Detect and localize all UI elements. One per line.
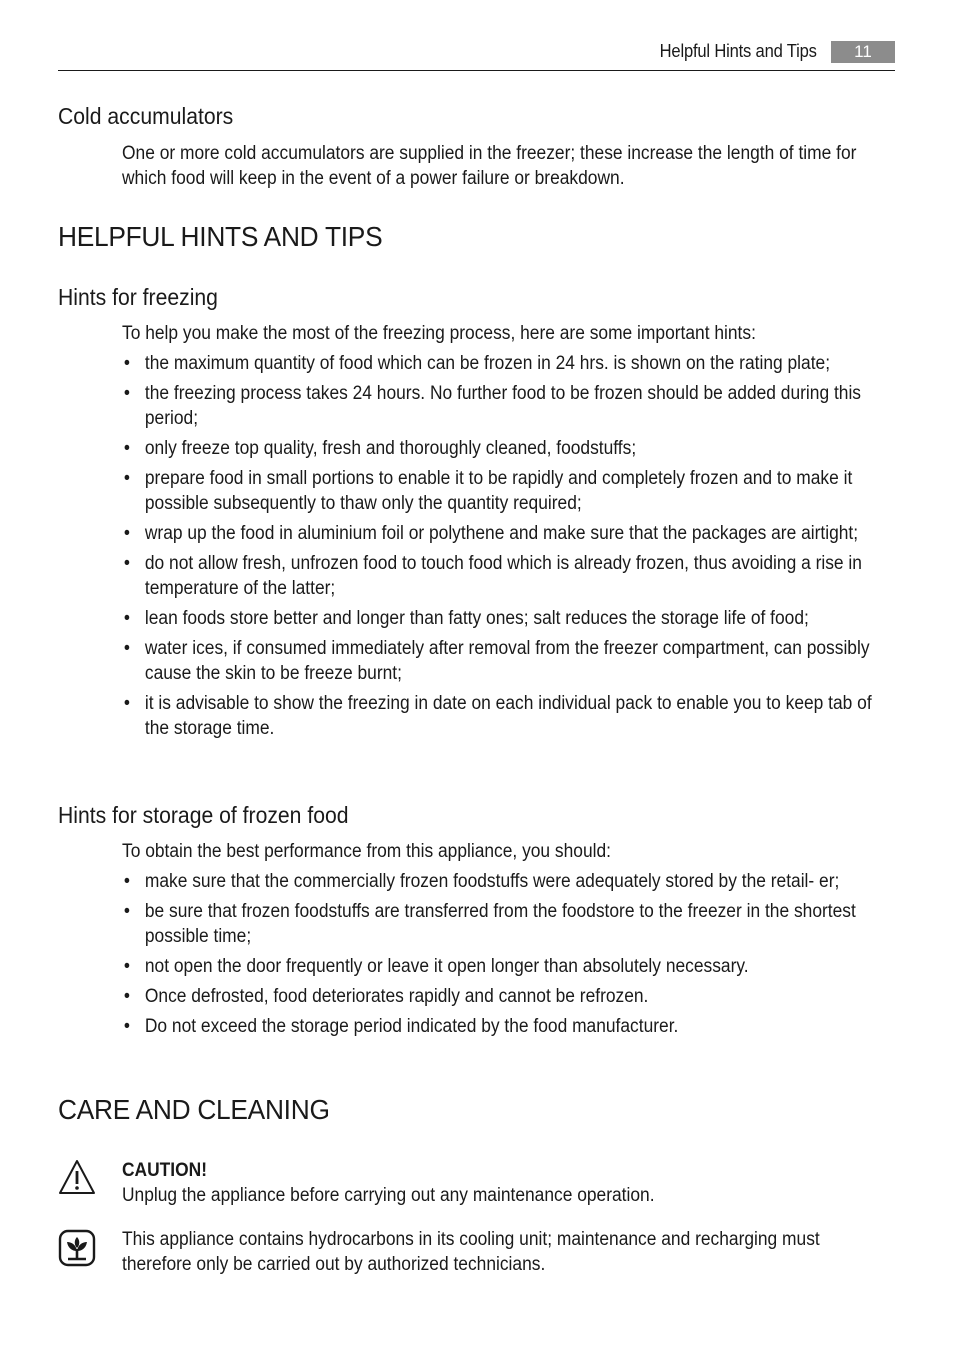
running-header-title: Helpful Hints and Tips: [659, 41, 817, 61]
list-item: • be sure that frozen foodstuffs are transferred from the foodstore to the freezer in the shortest possible time;: [122, 899, 891, 949]
list-item: • do not allow fresh, unfrozen food to touch food which is already frozen, thus avoiding a rise in temperature of the latter;: [122, 551, 891, 601]
caution-block: [122, 1158, 891, 1208]
list-item: • the maximum quantity of food which can be frozen in 24 hrs. is shown on the rating plate;: [122, 351, 891, 376]
storage-hints-list: [122, 869, 891, 1044]
list-item: • Once defrosted, food deteriorates rapidly and cannot be refrozen.: [122, 984, 891, 1009]
list-item: • wrap up the food in aluminium foil or polythene and make sure that the packages are airtight;: [122, 521, 891, 546]
list-item: • the freezing process takes 24 hours. No further food to be frozen should be added during this period;: [122, 381, 891, 431]
list-item: • only freeze top quality, fresh and thoroughly cleaned, foodstuffs;: [122, 436, 891, 461]
caution-text: Unplug the appliance before carrying out any maintenance operation.: [122, 1185, 655, 1206]
list-item: • Do not exceed the storage period indicated by the food manufacturer.: [122, 1014, 891, 1039]
hints-freezing-heading: Hints for freezing: [58, 284, 218, 310]
hints-storage-intro: To obtain the best performance from this appliance, you should:: [122, 841, 611, 862]
caution-title: CAUTION!: [122, 1160, 207, 1181]
care-cleaning-heading: CARE AND CLEANING: [58, 1094, 330, 1125]
list-item: • water ices, if consumed immediately after removal from the freezer compartment, can possibly cause the skin to be freeze burnt;: [122, 636, 891, 686]
hints-storage-heading: Hints for storage of frozen food: [58, 802, 349, 828]
page-number: 11: [831, 41, 895, 63]
list-item: • prepare food in small portions to enable it to be rapidly and completely frozen and to make it possible subsequently to thaw only the quantity required;: [122, 466, 891, 516]
environment-note: This appliance contains hydrocarbons in its cooling unit; maintenance and recharging must therefore only be carried out by authorized technicians.: [122, 1229, 820, 1275]
hints-freezing-intro: To help you make the most of the freezing process, here are some important hints:: [122, 323, 756, 344]
environment-plant-icon: [58, 1229, 96, 1267]
cold-accumulators-heading: Cold accumulators: [58, 103, 234, 129]
warning-triangle-icon: [58, 1158, 96, 1196]
freezing-hints-list: [122, 351, 891, 746]
page-header: [58, 38, 895, 71]
list-item: • it is advisable to show the freezing in date on each individual pack to enable you to keep tab of the storage time.: [122, 691, 891, 741]
list-item: • make sure that the commercially frozen foodstuffs were adequately stored by the retail- er;: [122, 869, 891, 894]
cold-accumulators-text: One or more cold accumulators are supplied in the freezer; these increase the length of time for which food will keep in the event of a power failure or breakdown.: [122, 143, 857, 189]
helpful-hints-heading: HELPFUL HINTS AND TIPS: [58, 221, 383, 252]
list-item: • lean foods store better and longer than fatty ones; salt reduces the storage life of food;: [122, 606, 891, 631]
list-item: • not open the door frequently or leave it open longer than absolutely necessary.: [122, 954, 891, 979]
